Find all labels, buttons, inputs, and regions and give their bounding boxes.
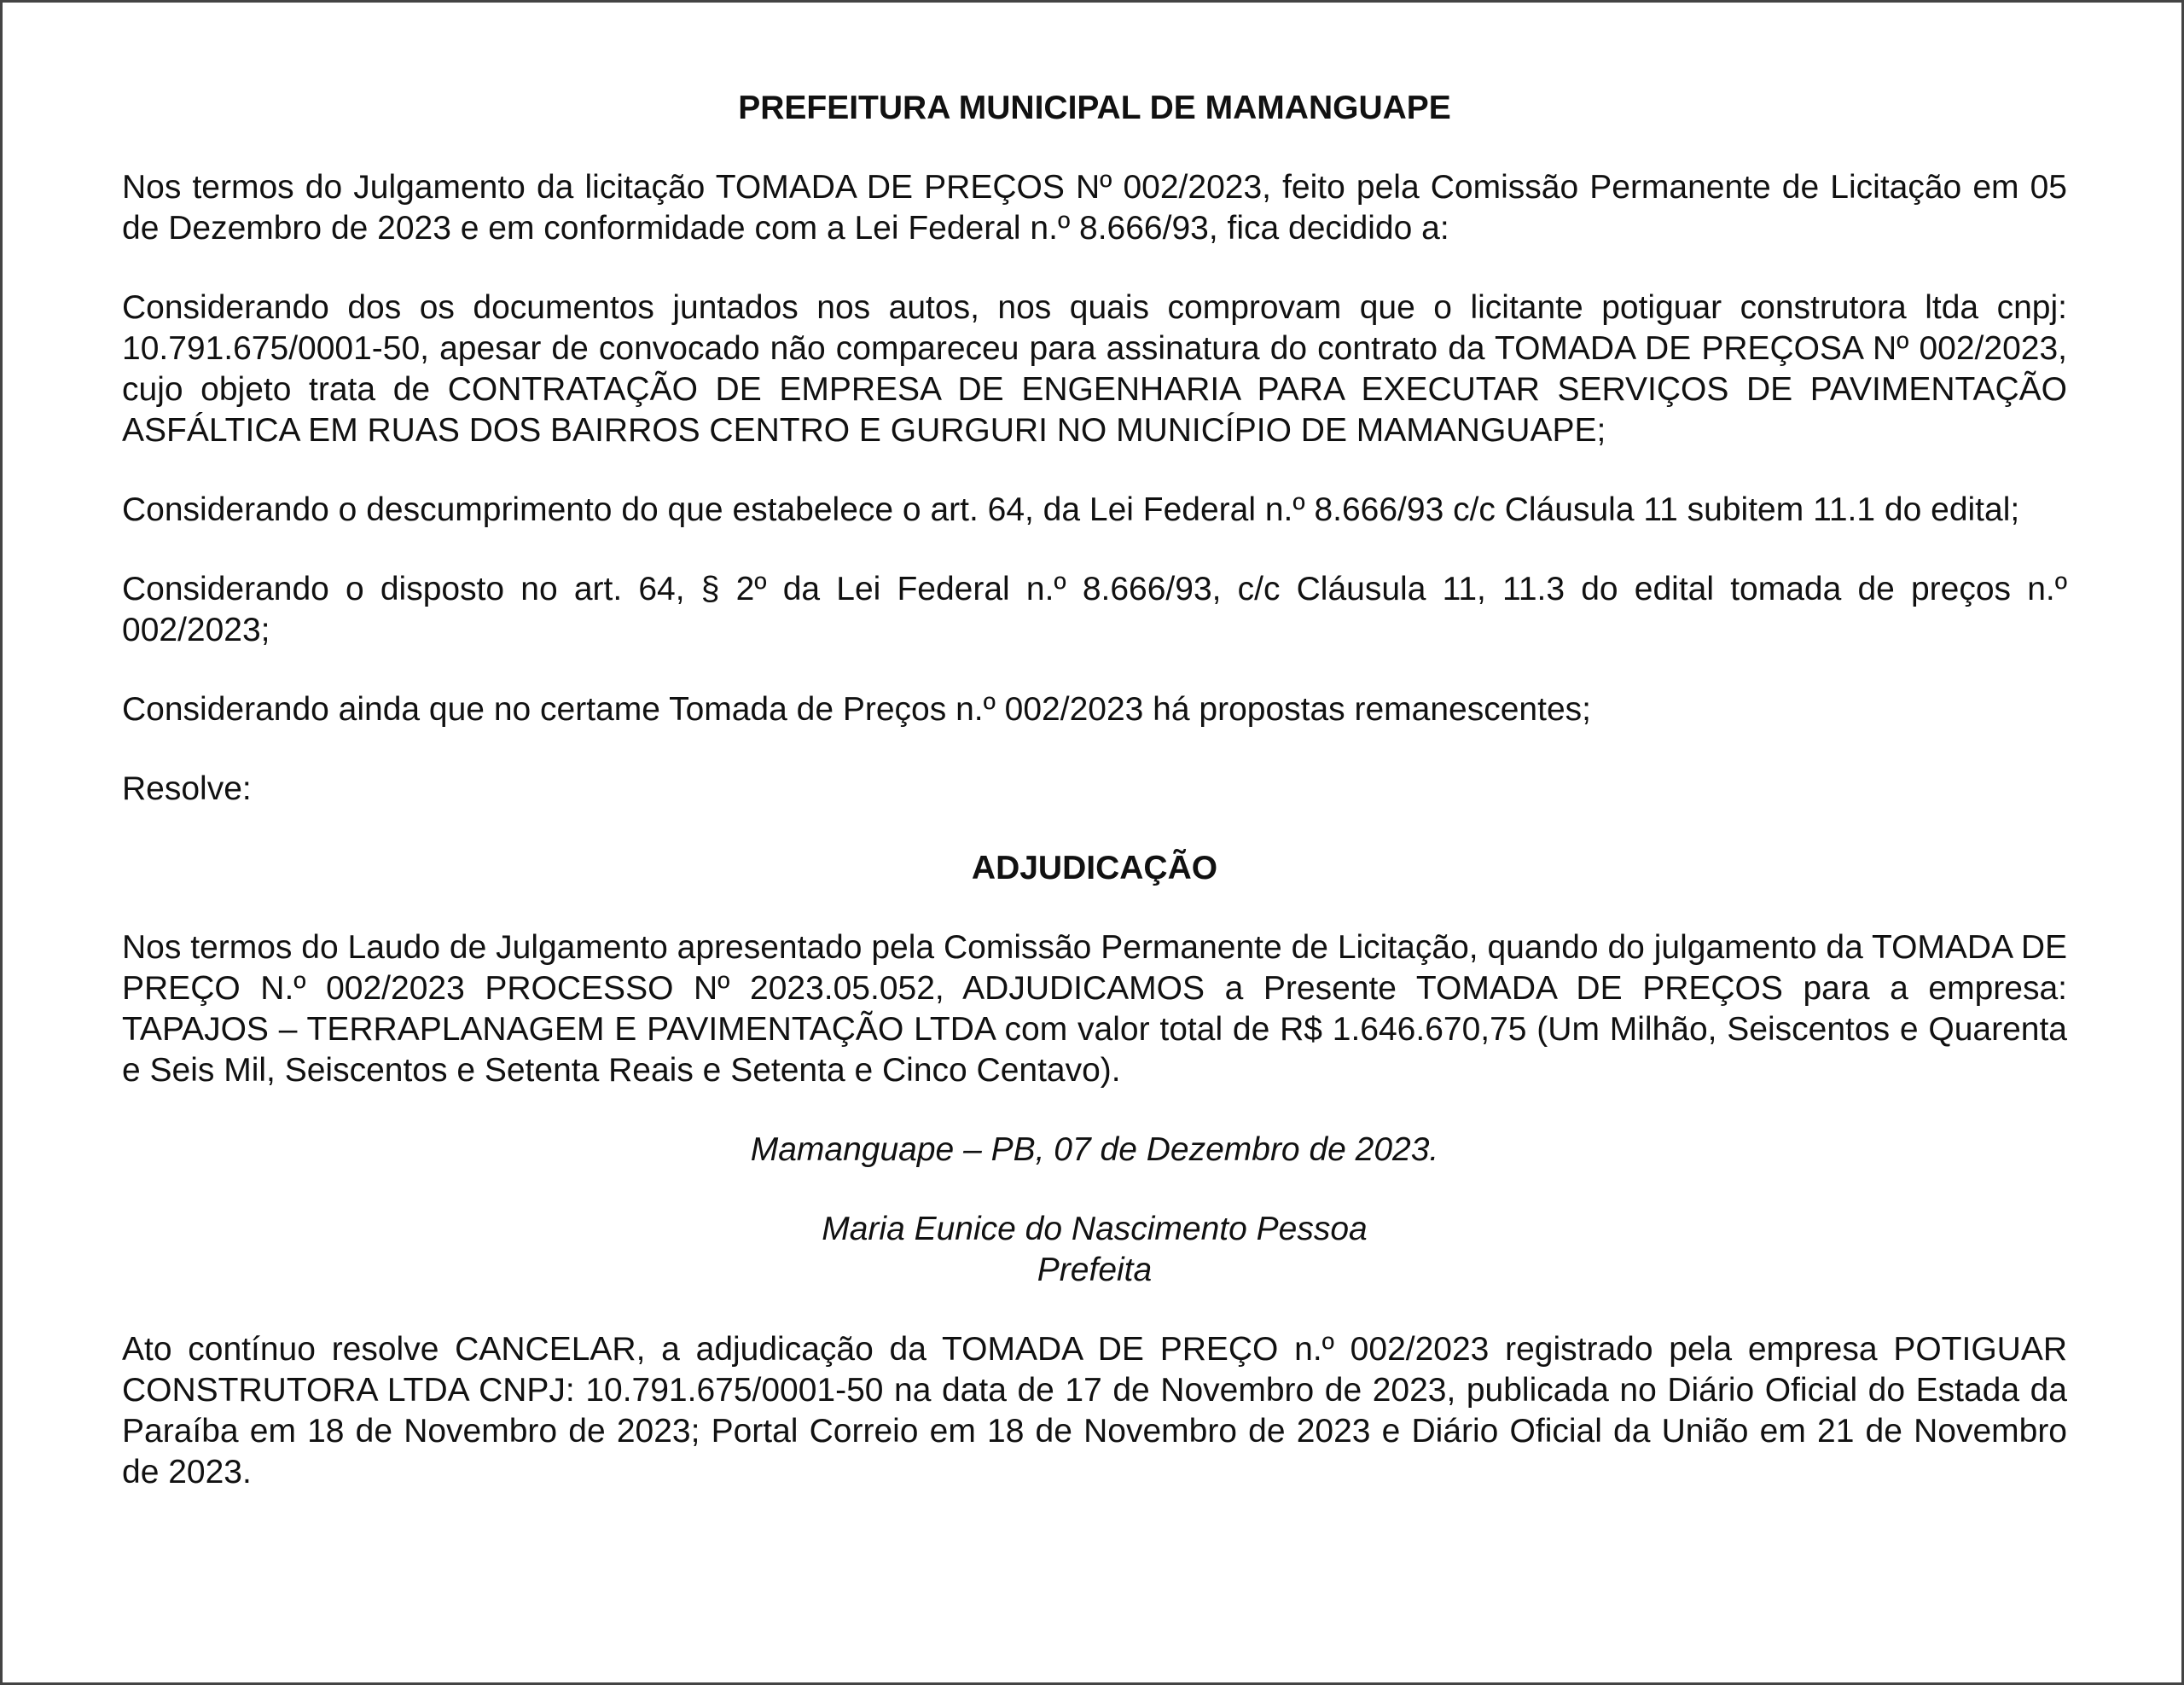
signatory-name: Maria Eunice do Nascimento Pessoa xyxy=(822,1211,1368,1247)
consideration-paragraph-1: Considerando dos os documentos juntados nos autos, nos quais comprovam que o licitante potiguar construtora ltda cnpj: 10.791.675/0001-50, apesar de convocado não compareceu para assinatura do contrato da TOMADA DE PREÇOSA Nº 002/2023, cujo objeto trata de CONTRATAÇÃO DE EMPRESA DE ENGENHARIA PARA EXECUTAR SERVIÇOS DE PAVIMENTAÇÃO ASFÁLTICA EM RUAS DOS BAIRROS CENTRO E GURGURI NO MUNICÍPIO DE MAMANGUAPE; xyxy=(122,289,2067,449)
consideration-paragraph-3: Considerando o disposto no art. 64, § 2º da Lei Federal n.º 8.666/93, c/c Cláusula 11, 11.3 do edital tomada de preços n.º 002/2023; xyxy=(122,571,2067,648)
resolve-label: Resolve: xyxy=(122,770,252,807)
signatory-role: Prefeita xyxy=(1037,1252,1153,1288)
document-title: PREFEITURA MUNICIPAL DE MAMANGUAPE xyxy=(738,90,1451,126)
section-heading: ADJUDICAÇÃO xyxy=(971,850,1218,886)
document-body xyxy=(122,88,2067,1531)
place-date: Mamanguape – PB, 07 de Dezembro de 2023. xyxy=(750,1131,1439,1168)
consideration-paragraph-4: Considerando ainda que no certame Tomada de Preços n.º 002/2023 há propostas remanescentes; xyxy=(122,691,1591,728)
final-act-paragraph: Ato contínuo resolve CANCELAR, a adjudicação da TOMADA DE PREÇO n.º 002/2023 registrado pela empresa POTIGUAR CONSTRUTORA LTDA CNPJ: 10.791.675/0001-50 na data de 17 de Novembro de 2023, publicada no Diário Oficial do Estada da Paraíba em 18 de Novembro de 2023; Portal Correio em 18 de Novembro de 2023 e Diário Oficial da União em 21 de Novembro de 2023. xyxy=(122,1331,2067,1490)
adjudication-paragraph: Nos termos do Laudo de Julgamento apresentado pela Comissão Permanente de Licitação, quando do julgamento da TOMADA DE PREÇO N.º 002/2023 PROCESSO Nº 2023.05.052, ADJUDICAMOS a Presente TOMADA DE PREÇOS para a empresa: TAPAJOS – TERRAPLANAGEM E PAVIMENTAÇÃO LTDA com valor total de R$ 1.646.670,75 (Um Milhão, Seiscentos e Quarenta e Seis Mil, Seiscentos e Setenta Reais e Setenta e Cinco Centavo). xyxy=(122,929,2067,1089)
intro-paragraph: Nos termos do Julgamento da licitação TOMADA DE PREÇOS Nº 002/2023, feito pela Comissão Permanente de Licitação em 05 de Dezembro de 2023 e em conformidade com a Lei Federal n.º 8.666/93, fica decidido a: xyxy=(122,169,2067,247)
signature-block xyxy=(122,1209,2067,1291)
consideration-paragraph-2: Considerando o descumprimento do que estabelece o art. 64, da Lei Federal n.º 8.666/93 c/c Cláusula 11 subitem 11.1 do edital; xyxy=(122,491,2020,528)
